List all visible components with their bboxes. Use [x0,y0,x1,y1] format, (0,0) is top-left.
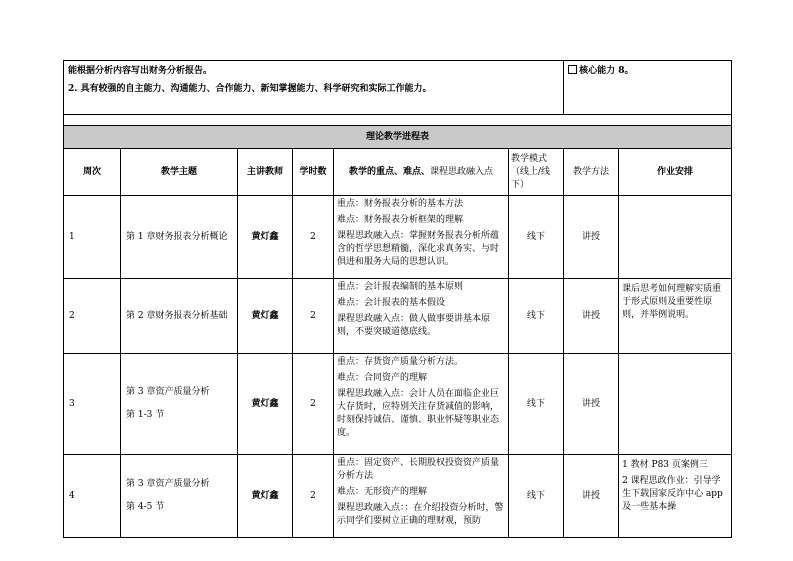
table-row [64,354,732,455]
key-point: 重点：财务报表分析的基本方法 [337,199,464,209]
header-teacher: 主讲教师 [238,149,293,196]
header-homework: 作业安排 [619,149,732,196]
mode-cell: 线下 [509,354,564,455]
week-cell: 4 [64,455,121,538]
section-title-row [64,126,732,149]
mode-cell: 线下 [509,455,564,538]
objective-line-2: 2. 具有较强的自主能力、沟通能力、合作能力、新知掌握能力、科学研究和实际工作能力。 [68,84,432,94]
objectives-row [64,61,732,115]
table-row [64,455,732,538]
method-cell: 讲授 [564,196,619,279]
header-week: 周次 [64,149,121,196]
header-topic: 教学主题 [121,149,238,196]
homework-cell [619,196,732,279]
topic-cell [121,196,238,279]
checkbox-square-icon [568,65,577,74]
topic-line: 第 1-3 节 [126,410,165,420]
week-cell: 3 [64,354,121,455]
header-mode: 教学模式（线上/线下） [509,149,564,196]
header-row [64,149,732,196]
week-cell: 2 [64,279,121,354]
teacher-cell: 黄灯鑫 [238,279,293,354]
teacher-cell: 黄灯鑫 [238,354,293,455]
topic-cell [121,455,238,538]
table-row [64,196,732,279]
hours-cell: 2 [293,279,334,354]
mode-cell: 线下 [509,196,564,279]
method-cell: 讲授 [564,354,619,455]
topic-line: 第 1 章财务报表分析概论 [126,231,228,242]
ideology-point: 课程思政融入点：掌握财务报表分析所蕴含的哲学思想精髓，深化求真务实、与时俱进和服务大局的思想认识。 [337,231,500,267]
homework-cell [619,354,732,455]
key-point: 重点：存货资产质量分析方法。 [337,357,464,367]
homework-line: 1 教材 P83 页案例三 [622,460,708,470]
objective-line-1: 能根据分析内容写出财务分析报告。 [68,66,213,76]
homework-cell [619,455,732,538]
topic-line: 第 2 章财务报表分析基础 [126,310,228,321]
ideology-point: 课程思政融入点：：在介绍投资分析时，警示同学们要树立正确的理财观，预防 [337,503,504,526]
difficult-point: 难点：无形资产的理解 [337,487,428,497]
homework-cell [619,279,732,354]
core-ability-cell [564,61,732,115]
topic-cell [121,279,238,354]
difficult-point: 难点：会计报表的基本假设 [337,298,446,308]
core-ability-label: 核心能力 8。 [579,66,634,76]
topic-line: 第 4-5 节 [126,502,165,512]
topic-line: 第 3 章资产质量分析 [126,387,210,397]
topic-line: 第 3 章资产质量分析 [126,479,210,489]
key-point: 重点：固定资产、长期股权投资资产质量分析方法 [337,458,500,481]
key-point: 重点：会计报表编制的基本原则 [337,282,464,292]
header-focus-bold: 教学的重点、难点、 [348,166,430,177]
table-row [64,279,732,354]
method-cell: 讲授 [564,279,619,354]
course-document-page [63,60,731,538]
homework-line: 课后思考如何理解实质重于形式原则及重要性原则，并举例说明。 [622,284,722,320]
spacer-row [64,115,732,126]
points-cell [334,455,509,538]
method-cell: 讲授 [564,455,619,538]
topic-cell [121,354,238,455]
difficult-point: 难点：财务报表分析框架的理解 [337,215,464,225]
hours-cell: 2 [293,196,334,279]
header-focus [334,149,509,196]
homework-line: 2 课程思政作业：引导学生下载国家反诈中心 app 及一些基本操 [622,476,723,512]
mode-cell: 线下 [509,279,564,354]
header-focus-rest: 课程思政融入点 [430,166,494,177]
teaching-schedule-table [63,60,732,538]
points-cell [334,354,509,455]
points-cell [334,279,509,354]
hours-cell: 2 [293,354,334,455]
points-cell [334,196,509,279]
teacher-cell: 黄灯鑫 [238,196,293,279]
hours-cell: 2 [293,455,334,538]
ideology-point: 课程思政融入点：做人做事要讲基本原则，不要突破道德底线。 [337,314,491,337]
header-method: 教学方法 [564,149,619,196]
teacher-cell: 黄灯鑫 [238,455,293,538]
ideology-point: 课程思政融入点：会计人员在面临企业巨大存货时，应特别关注存货减值的影响，时刻保持诚信、谨慎、职业怀疑等职业态度。 [337,389,500,438]
ability-objectives-cell [64,61,564,115]
section-title: 理论教学进程表 [64,126,732,149]
spacer-band [64,115,732,126]
header-hours: 学时数 [293,149,334,196]
week-cell: 1 [64,196,121,279]
difficult-point: 难点：合同资产的理解 [337,373,428,383]
